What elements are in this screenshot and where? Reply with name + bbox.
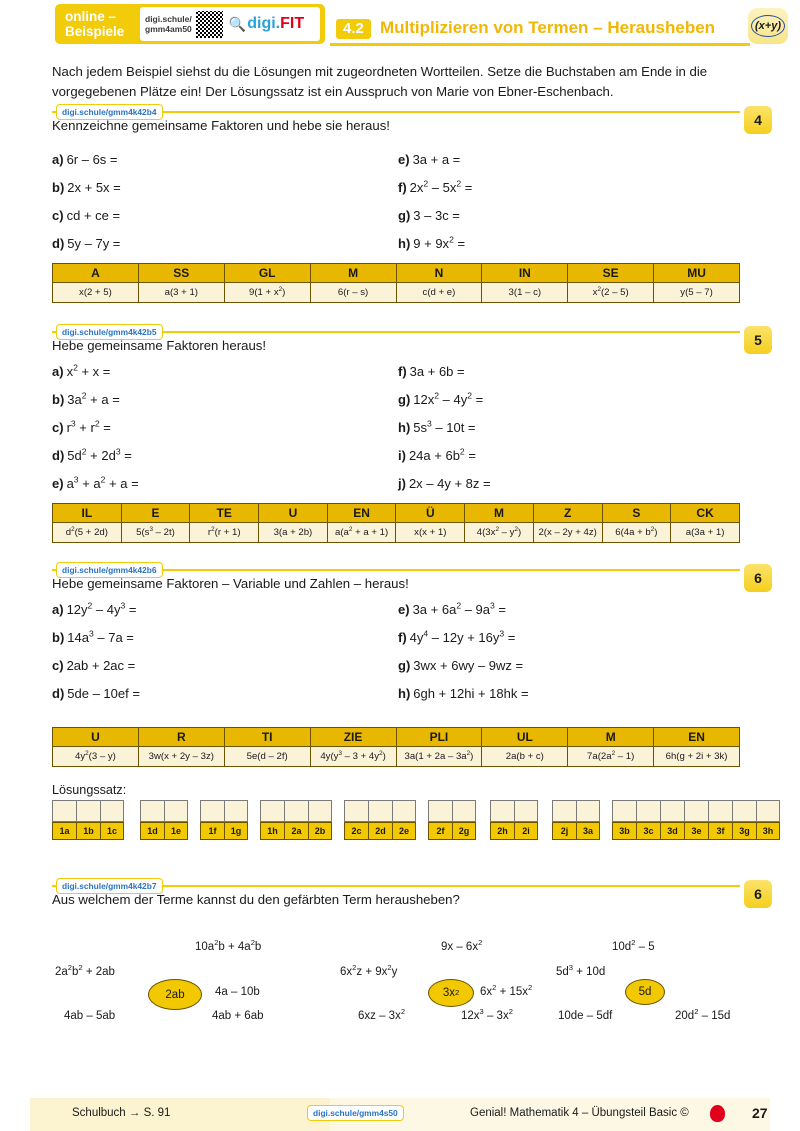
term-option[interactable]: $10d^2 - 5$ xyxy=(612,938,655,953)
answer-table-header-cell: Ü xyxy=(396,504,465,523)
solution-letter-input[interactable] xyxy=(140,800,164,822)
solution-slot-code: 2a xyxy=(284,822,308,840)
term-option[interactable]: 4ab – 5ab xyxy=(64,1010,116,1022)
section-link-tag[interactable]: digi.schule/gmm4k42b4 xyxy=(56,104,163,120)
solution-word-group[interactable] xyxy=(428,800,476,840)
answer-table-header-cell: E xyxy=(121,504,190,523)
section-prompt: Hebe gemeinsame Faktoren heraus! xyxy=(52,338,267,353)
answer-table-header-cell: SE xyxy=(568,264,654,283)
solution-letter-slot[interactable] xyxy=(260,800,284,840)
footer-link-tag[interactable]: digi.schule/gmm4s50 xyxy=(307,1105,404,1121)
answer-table xyxy=(52,263,740,303)
solution-letter-input[interactable] xyxy=(612,800,636,822)
answer-table-header-row xyxy=(53,728,740,747)
solution-letter-slot[interactable] xyxy=(660,800,684,840)
solution-slot-code: 3c xyxy=(636,822,660,840)
problem-item: d) 5de – 10ef = xyxy=(52,686,140,701)
solution-letter-slot[interactable] xyxy=(368,800,392,840)
answer-table-header-cell: GL xyxy=(224,264,310,283)
digifit-logo-fit: FIT xyxy=(280,15,305,32)
section-prompt: Hebe gemeinsame Faktoren – Variable und Zahlen – heraus! xyxy=(52,576,409,591)
solution-letter-input[interactable] xyxy=(100,800,124,822)
solution-letter-input[interactable] xyxy=(708,800,732,822)
problem-item: a) $12y^2 - 4y^3$ = xyxy=(52,600,137,617)
solution-slot-code: 2f xyxy=(428,822,452,840)
solution-word-group[interactable] xyxy=(490,800,538,840)
answer-table-header-cell: TI xyxy=(224,728,310,747)
term-option[interactable]: $6x^2 + 15x^2$ xyxy=(480,983,533,998)
answer-table-header-cell: R xyxy=(138,728,224,747)
solution-letter-input[interactable] xyxy=(392,800,416,822)
solution-letter-slot[interactable] xyxy=(100,800,124,840)
answer-table-value-cell: $3a(1 + 2a - 3a^2)$ xyxy=(396,747,482,767)
solution-slot-code: 1d xyxy=(140,822,164,840)
magnifier-icon: 🔍 xyxy=(228,15,247,32)
term-option[interactable]: 10de – 5df xyxy=(558,1010,613,1022)
highlighted-term-bubble: 2ab xyxy=(148,979,202,1010)
term-option[interactable]: $9x - 6x^2$ xyxy=(441,938,483,953)
answer-table-value-cell: $7a(2a^2 - 1)$ xyxy=(568,747,654,767)
answer-table-value-cell: $9(1 + x^2)$ xyxy=(224,283,310,303)
solution-letter-slot[interactable] xyxy=(636,800,660,840)
solution-letter-input[interactable] xyxy=(576,800,600,822)
footer-copyright: Genial! Mathematik 4 – Übungsteil Basic © xyxy=(470,1107,689,1119)
answer-table-value-cell: $a(a^2 + a + 1)$ xyxy=(327,523,396,543)
answer-table-header-cell: PLI xyxy=(396,728,482,747)
solution-slot-code: 1e xyxy=(164,822,188,840)
problem-item: f) $4y^4 - 12y + 16y^3$ = xyxy=(398,628,516,645)
solution-slot-code: 1h xyxy=(260,822,284,840)
section-link-tag[interactable]: digi.schule/gmm4k42b7 xyxy=(56,878,163,894)
answer-table-value-cell: x(x + 1) xyxy=(396,523,465,543)
answer-table-header-row xyxy=(53,504,740,523)
problem-item: e) 3a + a = xyxy=(398,152,461,167)
solution-letter-input[interactable] xyxy=(164,800,188,822)
answer-table-value-cell: $4y^2(3 - y)$ xyxy=(53,747,139,767)
problem-item: h) $5s^3 - 10t$ = xyxy=(398,418,476,435)
term-option[interactable]: $10a^2b + 4a^2b$ xyxy=(195,938,262,953)
solution-slot-code: 3e xyxy=(684,822,708,840)
qr-code-text xyxy=(145,14,192,34)
problem-item: c) cd + ce = xyxy=(52,208,121,223)
solution-letter-input[interactable] xyxy=(756,800,780,822)
answer-table-header-cell: N xyxy=(396,264,482,283)
chapter-title: Multiplizieren von Termen – Herausheben xyxy=(380,18,716,37)
answer-table-header-cell: SS xyxy=(138,264,224,283)
topic-badge-label: (x+y) xyxy=(751,15,785,37)
section-prompt: Kennzeichne gemeinsame Faktoren und hebe sie heraus! xyxy=(52,118,390,133)
answer-table-header-cell: Z xyxy=(533,504,602,523)
exercise-number-badge: 5 xyxy=(744,326,772,354)
term-option[interactable]: $12x^3 - 3x^2$ xyxy=(461,1007,513,1022)
problem-item: c) 2ab + 2ac = xyxy=(52,658,136,673)
answer-table-value-cell: $6(4a + b^2)$ xyxy=(602,523,671,543)
solution-letter-input[interactable] xyxy=(224,800,248,822)
online-label-line2: Beispiele xyxy=(65,24,125,39)
solution-slot-code: 3h xyxy=(756,822,780,840)
online-examples-banner xyxy=(55,4,325,44)
problem-item: f) 3a + 6b = xyxy=(398,364,465,379)
online-label-line1: online – xyxy=(65,9,117,24)
problem-item: d) 5y – 7y = xyxy=(52,236,121,251)
solution-slot-code: 3d xyxy=(660,822,684,840)
answer-table xyxy=(52,503,740,543)
answer-table-header-cell: U xyxy=(259,504,328,523)
solution-slot-code: 1b xyxy=(76,822,100,840)
answer-table-value-cell: 6h(g + 2i + 3k) xyxy=(654,747,740,767)
solution-letter-slot[interactable] xyxy=(52,800,76,840)
answer-table-value-cell: $r^2(r + 1)$ xyxy=(190,523,259,543)
page-header xyxy=(0,0,800,52)
topic-badge xyxy=(748,8,788,44)
solution-slot-code: 1c xyxy=(100,822,124,840)
solution-slot-code: 2c xyxy=(344,822,368,840)
answer-table-header-cell: A xyxy=(53,264,139,283)
solution-slot-code: 2g xyxy=(452,822,476,840)
solution-letter-input[interactable] xyxy=(76,800,100,822)
solution-word-group[interactable] xyxy=(260,800,332,840)
solution-letter-slot[interactable] xyxy=(284,800,308,840)
answer-table-value-cell: 3(1 – c) xyxy=(482,283,568,303)
exercise-number-badge: 4 xyxy=(744,106,772,134)
problem-item: c) $r^3 + r^2$ = xyxy=(52,418,111,435)
term-option[interactable]: $5d^3 + 10d$ xyxy=(556,963,606,978)
digifit-logo-digi: digi. xyxy=(247,15,281,32)
answer-table-header-cell: S xyxy=(602,504,671,523)
answer-table-header-cell: IN xyxy=(482,264,568,283)
solution-letter-input[interactable] xyxy=(684,800,708,822)
solution-letter-input[interactable] xyxy=(514,800,538,822)
solution-word-group[interactable] xyxy=(200,800,248,840)
term-option[interactable]: $6xz - 3x^2$ xyxy=(358,1007,406,1022)
answer-table-header-cell: M xyxy=(465,504,534,523)
solution-letter-slot[interactable] xyxy=(308,800,332,840)
problem-item: a) 6r – 6s = xyxy=(52,152,118,167)
answer-table-value-cell: x(2 + 5) xyxy=(53,283,139,303)
solution-slot-code: 2h xyxy=(490,822,514,840)
page-number: 27 xyxy=(752,1105,768,1121)
solution-slot-code: 3b xyxy=(612,822,636,840)
solution-word-group[interactable] xyxy=(552,800,600,840)
solution-letter-input[interactable] xyxy=(200,800,224,822)
answer-table-header-row xyxy=(53,264,740,283)
problem-item: b) $14a^3 - 7a$ = xyxy=(52,628,134,645)
answer-table-header-cell: EN xyxy=(654,728,740,747)
chapter-number: 4.2 xyxy=(336,19,371,39)
solution-letter-slot[interactable] xyxy=(344,800,368,840)
answer-table-header-cell: TE xyxy=(190,504,259,523)
answer-table-value-cell: a(3a + 1) xyxy=(671,523,740,543)
solution-letter-slot[interactable] xyxy=(576,800,600,840)
solution-word-group[interactable] xyxy=(140,800,188,840)
solution-letter-slot[interactable] xyxy=(164,800,188,840)
solution-letter-slot[interactable] xyxy=(428,800,452,840)
exercise-number-badge: 6 xyxy=(744,564,772,592)
solution-letter-slot[interactable] xyxy=(708,800,732,840)
answer-table-value-row xyxy=(53,523,740,543)
answer-table-value-cell: $d^2(5 + 2d)$ xyxy=(53,523,122,543)
answer-table-header-cell: M xyxy=(310,264,396,283)
solution-slot-code: 1f xyxy=(200,822,224,840)
answer-table-header-cell: IL xyxy=(53,504,122,523)
solution-letter-input[interactable] xyxy=(368,800,392,822)
solution-word-group[interactable] xyxy=(344,800,416,840)
solution-slot-code: 1g xyxy=(224,822,248,840)
solution-letter-input[interactable] xyxy=(732,800,756,822)
term-option[interactable]: $20d^2 - 15d$ xyxy=(675,1007,731,1022)
problem-item: b) 2x + 5x = xyxy=(52,180,121,195)
answer-table-value-cell: 6(r – s) xyxy=(310,283,396,303)
solution-slot-code: 3g xyxy=(732,822,756,840)
solution-letter-input[interactable] xyxy=(428,800,452,822)
section-prompt: Aus welchem der Terme kannst du den gefärbten Term herausheben? xyxy=(52,892,460,907)
solution-letter-slot[interactable] xyxy=(392,800,416,840)
solution-letter-input[interactable] xyxy=(52,800,76,822)
solution-letter-slot[interactable] xyxy=(756,800,780,840)
solution-letter-input[interactable] xyxy=(260,800,284,822)
solution-letter-input[interactable] xyxy=(308,800,332,822)
answer-table-value-cell: 3w(x + 2y – 3z) xyxy=(138,747,224,767)
answer-table-header-cell: CK xyxy=(671,504,740,523)
answer-table-value-cell: $5(s^3 - 2t)$ xyxy=(121,523,190,543)
answer-table-value-cell: $4y(y^3 - 3 + 4y^2)$ xyxy=(310,747,396,767)
qr-code-line1: digi.schule/ xyxy=(145,14,192,24)
solution-letter-input[interactable] xyxy=(490,800,514,822)
answer-table xyxy=(52,727,740,767)
solution-letter-input[interactable] xyxy=(660,800,684,822)
qr-code-icon[interactable] xyxy=(196,11,223,38)
solution-letter-slot[interactable] xyxy=(224,800,248,840)
problem-item: h) $9 + 9x^2$ = xyxy=(398,234,466,251)
answer-table-value-cell: $x^2(2 - 5)$ xyxy=(568,283,654,303)
solution-letter-slot[interactable] xyxy=(490,800,514,840)
answer-table-header-cell: UL xyxy=(482,728,568,747)
answer-table-header-cell: ZIE xyxy=(310,728,396,747)
answer-table-value-cell: 3(a + 2b) xyxy=(259,523,328,543)
problem-item: j) 2x – 4y + 8z = xyxy=(398,476,491,491)
solution-word-group[interactable] xyxy=(612,800,780,840)
section-link-tag[interactable]: digi.schule/gmm4k42b6 xyxy=(56,562,163,578)
footer-textbook-ref: Schulbuch → S. 91 xyxy=(72,1107,171,1119)
highlighted-term-bubble: 3x 2 xyxy=(428,979,474,1007)
exercise-number-badge: 6 xyxy=(744,880,772,908)
answer-table-value-cell: 2a(b + c) xyxy=(482,747,568,767)
qr-code-panel[interactable] xyxy=(140,7,320,41)
highlighted-term-bubble: 5d xyxy=(625,979,665,1005)
answer-table-value-cell: 2(x – 2y + 4z) xyxy=(533,523,602,543)
solution-letter-input[interactable] xyxy=(344,800,368,822)
problem-item: g) 3wx + 6wy – 9wz = xyxy=(398,658,524,673)
solution-letter-input[interactable] xyxy=(636,800,660,822)
problem-item: a) $x^2 + x$ = xyxy=(52,362,111,379)
problem-item: i) $24a + 6b^2$ = xyxy=(398,446,476,463)
solution-letter-slot[interactable] xyxy=(514,800,538,840)
problem-item: f) $2x^2 - 5x^2$ = xyxy=(398,178,473,195)
answer-table-value-cell: $4(3x^2 - y^2)$ xyxy=(465,523,534,543)
header-rule xyxy=(330,43,750,46)
answer-table-value-cell: y(5 – 7) xyxy=(654,283,740,303)
online-examples-label xyxy=(65,9,124,39)
problem-item: b) $3a^2 + a$ = xyxy=(52,390,120,407)
solution-letter-slot[interactable] xyxy=(552,800,576,840)
term-option[interactable]: 4a – 10b xyxy=(215,986,260,998)
solution-letter-input[interactable] xyxy=(452,800,476,822)
solution-letter-input[interactable] xyxy=(284,800,308,822)
solution-slot-code: 2i xyxy=(514,822,538,840)
qr-code-line2: gmm4am50 xyxy=(145,24,192,34)
answer-table-value-row xyxy=(53,283,740,303)
problem-item: h) 6gh + 12hi + 18hk = xyxy=(398,686,529,701)
problem-item: g) 3 – 3c = xyxy=(398,208,460,223)
answer-table-header-cell: M xyxy=(568,728,654,747)
solution-slot-code: 2d xyxy=(368,822,392,840)
publisher-logo-icon xyxy=(710,1105,725,1122)
solution-slot-code: 2j xyxy=(552,822,576,840)
solution-slot-code: 1a xyxy=(52,822,76,840)
answer-table-header-cell: U xyxy=(53,728,139,747)
solution-letter-slot[interactable] xyxy=(140,800,164,840)
term-option[interactable]: $6x^2z + 9x^2y$ xyxy=(340,963,398,978)
answer-table-header-cell: EN xyxy=(327,504,396,523)
solution-letter-slot[interactable] xyxy=(612,800,636,840)
solution-sentence-label: Lösungssatz: xyxy=(52,783,127,797)
problem-item: d) $5d^2 + 2d^3$ = xyxy=(52,446,132,463)
solution-letter-slot[interactable] xyxy=(684,800,708,840)
page-footer xyxy=(0,1098,800,1131)
solution-slot-code: 2b xyxy=(308,822,332,840)
intro-text: Nach jedem Beispiel siehst du die Lösungen mit zugeordneten Wortteilen. Setze die Buchstaben am Ende in die vorgegebenen Plätze ein! Der Lösungssatz ist ein Ausspruch von Marie von Ebner-Eschenbach. xyxy=(52,64,708,99)
digifit-logo xyxy=(229,15,304,33)
term-option[interactable]: 4ab + 6ab xyxy=(212,1010,264,1022)
solution-slot-code: 2e xyxy=(392,822,416,840)
solution-letter-input[interactable] xyxy=(552,800,576,822)
section-link-tag[interactable]: digi.schule/gmm4k42b5 xyxy=(56,324,163,340)
solution-slot-code: 3f xyxy=(708,822,732,840)
problem-item: g) $12x^2 - 4y^2$ = xyxy=(398,390,484,407)
problem-item: e) $a^3 + a^2 + a$ = xyxy=(52,474,139,491)
solution-letter-slot[interactable] xyxy=(732,800,756,840)
answer-table-header-cell: MU xyxy=(654,264,740,283)
solution-letter-slot[interactable] xyxy=(76,800,100,840)
answer-table-value-cell: 5e(d – 2f) xyxy=(224,747,310,767)
answer-table-value-row xyxy=(53,747,740,767)
solution-letter-slot[interactable] xyxy=(452,800,476,840)
answer-table-value-cell: c(d + e) xyxy=(396,283,482,303)
answer-table-value-cell: a(3 + 1) xyxy=(138,283,224,303)
solution-letter-slot[interactable] xyxy=(200,800,224,840)
solution-word-group[interactable] xyxy=(52,800,124,840)
solution-slot-code: 3a xyxy=(576,822,600,840)
problem-item: e) $3a + 6a^2 - 9a^3$ = xyxy=(398,600,507,617)
term-option[interactable]: $2a^2b^2 + 2ab$ xyxy=(55,963,115,978)
